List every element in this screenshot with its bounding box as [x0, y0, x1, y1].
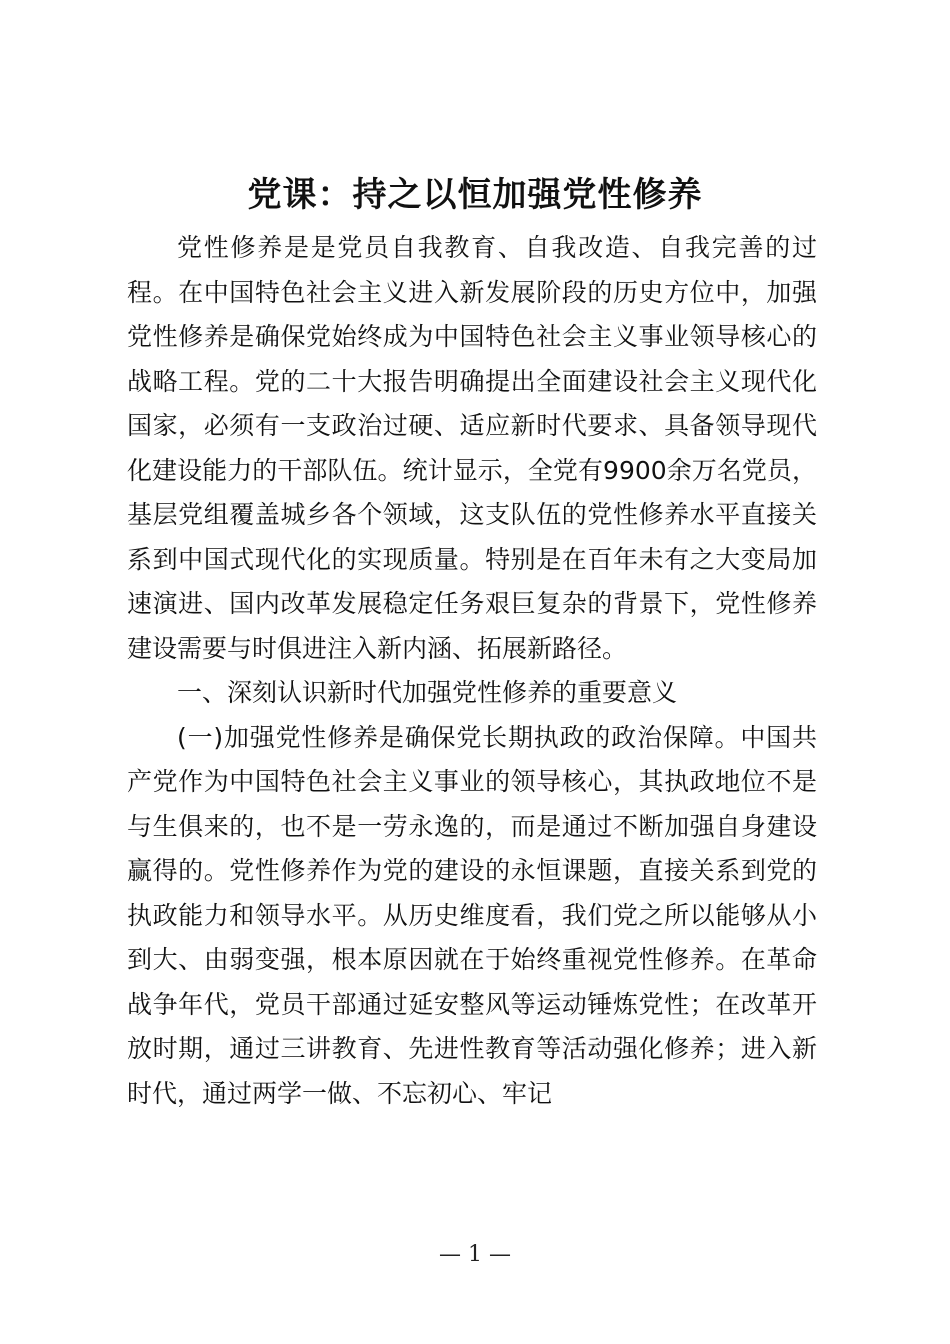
- paragraph-section-1-1: (一)加强党性修养是确保党长期执政的政治保障。中国共产党作为中国特色社会主义事业的领导核心，其执政地位不是与生俱来的，也不是一劳永逸的，而是通过不断加强自身建设赢得的。党性修养作为党的建设的永恒课题，直接关系到党的执政能力和领导水平。从历史维度看，我们党之所以能够从小到大、由弱变强，根本原因就在于始终重视党性修养。在革命战争年代，党员干部通过延安整风等运动锤炼党性；在改革开放时期，通过三讲教育、先进性教育等活动强化修养；进入新时代，通过两学一做、不忘初心、牢记: [127, 722, 817, 1108]
- paragraph-intro: 党性修养是是党员自我教育、自我改造、自我完善的过程。在中国特色社会主义进入新发展阶段的历史方位中，加强党性修养是确保党始终成为中国特色社会主义事业领导核心的战略工程。党的二十大报告明确提出全面建设社会主义现代化国家，必须有一支政治过硬、适应新时代要求、具备领导现代化建设能力的干部队伍。统计显示，全党有9900余万名党员，基层党组覆盖城乡各个领域，这支队伍的党性修养水平直接关系到中国式现代化的实现质量。特别是在百年未有之大变局加速演进、国内改革发展稳定任务艰巨复杂的背景下，党性修养建设需要与时俱进注入新内涵、拓展新路径。: [127, 233, 817, 663]
- section-heading-1: 一、深刻认识新时代加强党性修养的重要意义: [177, 678, 678, 707]
- document-body: [127, 226, 817, 1116]
- page-number: — 1 —: [439, 1242, 511, 1267]
- document-title: 党课：持之以恒加强党性修养: [247, 175, 703, 215]
